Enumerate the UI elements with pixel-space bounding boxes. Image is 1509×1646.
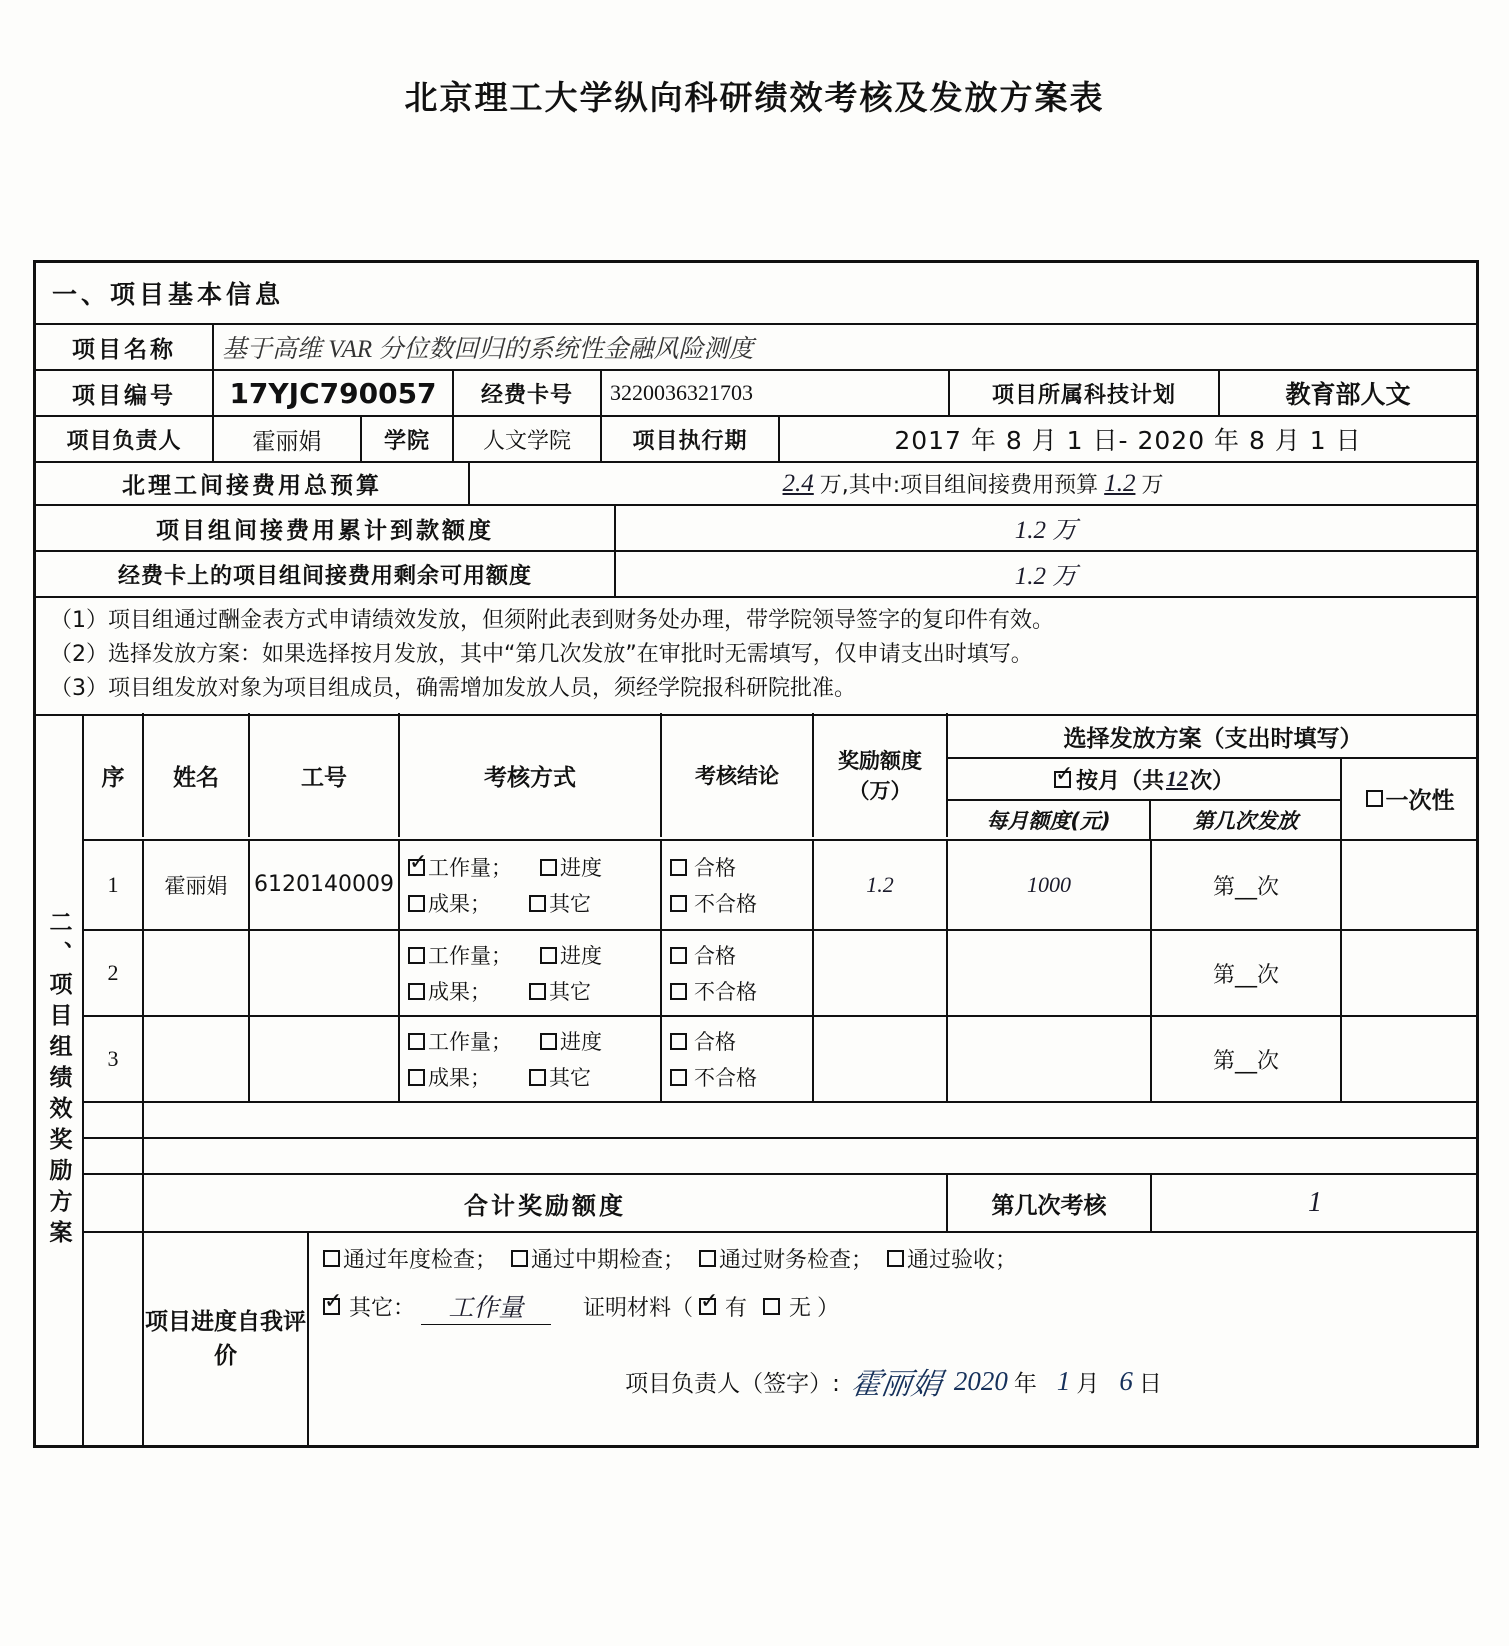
note-1: （1）项目组通过酬金表方式申请绩效发放，但须附此表到财务处办理，带学院领导签字的复印件有效。 [50, 608, 1055, 633]
signature-label: 项目负责人（签字）: [625, 1370, 840, 1397]
proof-yes-label: 有 [725, 1296, 748, 1322]
section2-body [84, 716, 1478, 1445]
monthly-subheaders [948, 801, 1340, 839]
fail-option[interactable] [670, 976, 757, 1006]
blank-rest [144, 1103, 1478, 1137]
notes-row [36, 598, 1476, 714]
sign-day-unit: 日 [1138, 1370, 1162, 1397]
once-label: 一次性 [1385, 787, 1455, 814]
leader-row [36, 417, 1476, 463]
row-method-line1[interactable] [408, 940, 602, 970]
row-amount [814, 931, 948, 1015]
period-value: 2017 年 8 月 1 日- 2020 年 8 月 1 日 [894, 426, 1362, 455]
result-label: 成果； [428, 1066, 491, 1091]
row-monthly-amount [948, 931, 1152, 1015]
sign-year-unit: 年 [1013, 1370, 1037, 1397]
eval-other-value: 工作量 [421, 1288, 551, 1325]
progress-label: 进度 [560, 944, 602, 969]
monthly-count: 12 [1166, 766, 1188, 792]
row-conclusion[interactable] [662, 1017, 814, 1101]
result-checkbox-icon[interactable] [408, 895, 425, 912]
row-amount: 1.2 [814, 841, 948, 929]
evaluation-checks[interactable] [323, 1243, 1464, 1274]
fail-checkbox-icon[interactable] [670, 983, 687, 1000]
cumulative-value: 1.2 万 [1014, 517, 1078, 544]
monthly-suffix: 次） [1190, 768, 1235, 794]
proof-yes-checkbox-icon[interactable] [699, 1298, 716, 1315]
plan-header: 选择发放方案（支出时填写） [948, 716, 1478, 759]
document-page [0, 72, 1509, 1646]
project-name-value: 基于高维 VAR 分位数回归的系统性金融风险测度 [222, 336, 754, 363]
row-method[interactable] [400, 841, 662, 929]
proof-no-checkbox-icon[interactable] [763, 1298, 780, 1315]
row-name [144, 1017, 250, 1101]
fail-label: 不合格 [694, 980, 757, 1005]
review-times-label: 第几次考核 [948, 1175, 1152, 1231]
row-once [1342, 1017, 1478, 1101]
total-row [84, 1175, 1478, 1233]
project-no-row [36, 371, 1476, 417]
check-finance-label: 通过财务检查； [719, 1248, 874, 1274]
evaluation-body [309, 1233, 1478, 1445]
once-checkbox-icon[interactable] [1366, 790, 1383, 807]
total-label: 合计奖励额度 [144, 1175, 948, 1231]
header-amount-line2: （万） [848, 779, 912, 804]
header-seq: 序 [84, 713, 144, 837]
section1-title-row [36, 263, 1476, 325]
section2-table [36, 714, 1476, 1445]
table-row-blank [84, 1139, 1478, 1175]
college-value: 人文学院 [454, 417, 602, 461]
row-monthly-amount: 1000 [948, 841, 1152, 929]
check-finance-checkbox-icon[interactable] [699, 1250, 716, 1267]
pass-label: 合格 [694, 1030, 736, 1055]
monthly-checkbox-icon[interactable] [1054, 771, 1071, 788]
result-checkbox-icon[interactable] [408, 1069, 425, 1086]
blank-rest [144, 1139, 1478, 1173]
workload-label: 工作量； [428, 856, 512, 881]
row-once [1342, 931, 1478, 1015]
fail-option[interactable] [670, 1062, 757, 1092]
other-checkbox-icon[interactable] [529, 1069, 546, 1086]
row-method-line2[interactable] [408, 976, 591, 1006]
pass-label: 合格 [694, 944, 736, 969]
form-outer-border [33, 260, 1479, 1448]
group-budget-value: 1.2 [1104, 469, 1136, 497]
check-year-checkbox-icon[interactable] [323, 1250, 340, 1267]
workload-checkbox-icon[interactable] [408, 1033, 425, 1050]
evaluation-label: 项目进度自我评价 [144, 1233, 309, 1445]
fund-card-value: 3220036321703 [602, 371, 950, 415]
total-budget-mid: 万,其中:项目组间接费用预算 [819, 473, 1099, 498]
monthly-label: 按月（共 [1075, 768, 1164, 794]
total-budget-row [36, 463, 1476, 506]
proof-close: ） [817, 1296, 840, 1322]
header-monthly-amount: 每月额度(元) [948, 801, 1151, 839]
eval-other-checkbox-icon[interactable] [323, 1298, 340, 1315]
period-label: 项目执行期 [602, 417, 780, 461]
row-amount [814, 1017, 948, 1101]
fail-option[interactable] [670, 888, 757, 918]
check-mid-checkbox-icon[interactable] [511, 1250, 528, 1267]
row-method[interactable] [400, 931, 662, 1015]
row-seq: 2 [84, 931, 144, 1015]
row-which-time: 第__次 [1152, 841, 1342, 929]
check-accept-checkbox-icon[interactable] [887, 1250, 904, 1267]
pass-option[interactable] [670, 1026, 736, 1056]
row-which-time: 第__次 [1152, 1017, 1342, 1101]
sign-month-unit: 月 [1076, 1370, 1100, 1397]
signature-row [323, 1359, 1464, 1403]
project-no-label: 项目编号 [36, 371, 214, 415]
workload-checkbox-icon[interactable] [408, 859, 425, 876]
other-label: 其它 [549, 1066, 591, 1091]
header-name: 姓名 [144, 713, 250, 837]
sign-month: 1 [1056, 1365, 1071, 1396]
fail-label: 不合格 [694, 1066, 757, 1091]
signature-value: 霍丽娟 [849, 1368, 944, 1402]
result-label: 成果； [428, 892, 491, 917]
sign-year: 2020 [953, 1365, 1008, 1396]
row-staff-id [250, 1017, 400, 1101]
monthly-group [948, 759, 1342, 839]
cumulative-row [36, 506, 1476, 552]
other-checkbox-icon[interactable] [529, 983, 546, 1000]
check-year-label: 通过年度检查； [343, 1248, 498, 1274]
program-label: 项目所属科技计划 [950, 371, 1220, 415]
progress-label: 进度 [560, 1030, 602, 1055]
eval-other-label: 其它： [349, 1296, 416, 1322]
pass-checkbox-icon[interactable] [670, 859, 687, 876]
sign-day: 6 [1119, 1365, 1133, 1396]
notes-block [36, 598, 1476, 714]
workload-label: 工作量； [428, 944, 512, 969]
check-mid-label: 通过中期检查； [531, 1248, 686, 1274]
row-method-line2[interactable] [408, 1062, 591, 1092]
proof-label: 证明材料（ [583, 1296, 694, 1322]
check-year-option[interactable] [323, 1243, 497, 1274]
result-label: 成果； [428, 980, 491, 1005]
total-budget-value: 2.4 [782, 469, 814, 497]
progress-checkbox-icon[interactable] [540, 947, 557, 964]
row-seq: 3 [84, 1017, 144, 1101]
header-staff-id: 工号 [250, 713, 400, 837]
table-row [84, 1017, 1478, 1103]
unit-wan: 万 [1141, 473, 1164, 498]
total-budget-label: 北理工间接费用总预算 [36, 463, 470, 504]
cumulative-label: 项目组间接费用累计到款额度 [36, 506, 616, 550]
row-method-line1[interactable] [408, 1026, 602, 1056]
remaining-label: 经费卡上的项目组间接费用剩余可用额度 [36, 552, 616, 596]
row-seq: 1 [84, 841, 144, 929]
row-method[interactable] [400, 1017, 662, 1101]
header-row-main [84, 749, 1478, 841]
evaluation-other-line[interactable] [323, 1288, 1464, 1325]
row-method-line1[interactable] [408, 852, 602, 882]
fail-label: 不合格 [694, 892, 757, 917]
leader-value: 霍丽娟 [214, 417, 362, 461]
header-method: 考核方式 [400, 713, 662, 837]
row-once [1342, 841, 1478, 929]
workload-checkbox-icon[interactable] [408, 947, 425, 964]
once-option[interactable] [1342, 759, 1478, 837]
blank-seq [84, 1139, 144, 1173]
blank-seq [84, 1103, 144, 1137]
project-name-label: 项目名称 [36, 325, 214, 369]
program-value: 教育部人文 [1285, 380, 1411, 409]
monthly-option[interactable] [948, 759, 1340, 801]
progress-label: 进度 [560, 856, 602, 881]
row-staff-id [250, 931, 400, 1015]
evaluation-row [84, 1233, 1478, 1445]
leader-label: 项目负责人 [36, 417, 214, 461]
row-name: 霍丽娟 [144, 841, 250, 929]
note-3: （3）项目组发放对象为项目组成员，确需增加发放人员，须经学院报科研院批准。 [50, 676, 856, 702]
row-monthly-amount [948, 1017, 1152, 1101]
check-accept-label: 通过验收； [907, 1248, 1018, 1274]
header-amount [814, 713, 948, 837]
check-mid-option[interactable] [511, 1243, 685, 1274]
review-times-value: 1 [1308, 1187, 1322, 1219]
pass-option[interactable] [670, 852, 736, 882]
progress-checkbox-icon[interactable] [540, 859, 557, 876]
proof-no-label: 无 [789, 1296, 812, 1322]
header-amount-line1: 奖励额度 [838, 749, 922, 774]
note-2: （2）选择发放方案：如果选择按月发放，其中“第几次发放”在审批时无需填写，仅申请支出时填写。 [50, 642, 1033, 668]
fail-checkbox-icon[interactable] [670, 895, 687, 912]
row-name [144, 931, 250, 1015]
table-row-blank [84, 1103, 1478, 1139]
other-label: 其它 [549, 892, 591, 917]
remaining-row [36, 552, 1476, 598]
other-checkbox-icon[interactable] [529, 895, 546, 912]
header-conclusion: 考核结论 [662, 713, 814, 837]
section1-title: 一、项目基本信息 [52, 280, 285, 309]
row-conclusion[interactable] [662, 931, 814, 1015]
fail-checkbox-icon[interactable] [670, 1069, 687, 1086]
other-label: 其它 [549, 980, 591, 1005]
page-title: 北京理工大学纵向科研绩效考核及发放方案表 [404, 78, 1105, 117]
row-staff-id: 6120140009 [250, 841, 400, 929]
total-budget-value-cell [470, 463, 1476, 504]
header-which-time: 第几次发放 [1192, 809, 1298, 834]
row-method-line2[interactable] [408, 888, 591, 918]
row-which-time: 第__次 [1152, 931, 1342, 1015]
check-finance-option[interactable] [699, 1243, 873, 1274]
project-no-value: 17YJC790057 [214, 371, 454, 415]
table-row [84, 841, 1478, 931]
pass-checkbox-icon[interactable] [670, 1033, 687, 1050]
progress-checkbox-icon[interactable] [540, 1033, 557, 1050]
eval-seq-spacer [84, 1233, 144, 1445]
fund-card-label: 经费卡号 [454, 371, 602, 415]
workload-label: 工作量； [428, 1030, 512, 1055]
project-name-row [36, 325, 1476, 371]
pass-checkbox-icon[interactable] [670, 947, 687, 964]
pass-option[interactable] [670, 940, 736, 970]
result-checkbox-icon[interactable] [408, 983, 425, 1000]
remaining-value: 1.2 万 [1014, 563, 1078, 590]
total-seq-spacer [84, 1175, 144, 1231]
table-row [84, 931, 1478, 1017]
college-label: 学院 [362, 417, 454, 461]
check-accept-option[interactable] [887, 1243, 1017, 1274]
section2-side-label: 二、项目组绩效奖励方案 [36, 716, 84, 1445]
pass-label: 合格 [694, 856, 736, 881]
row-conclusion[interactable] [662, 841, 814, 929]
